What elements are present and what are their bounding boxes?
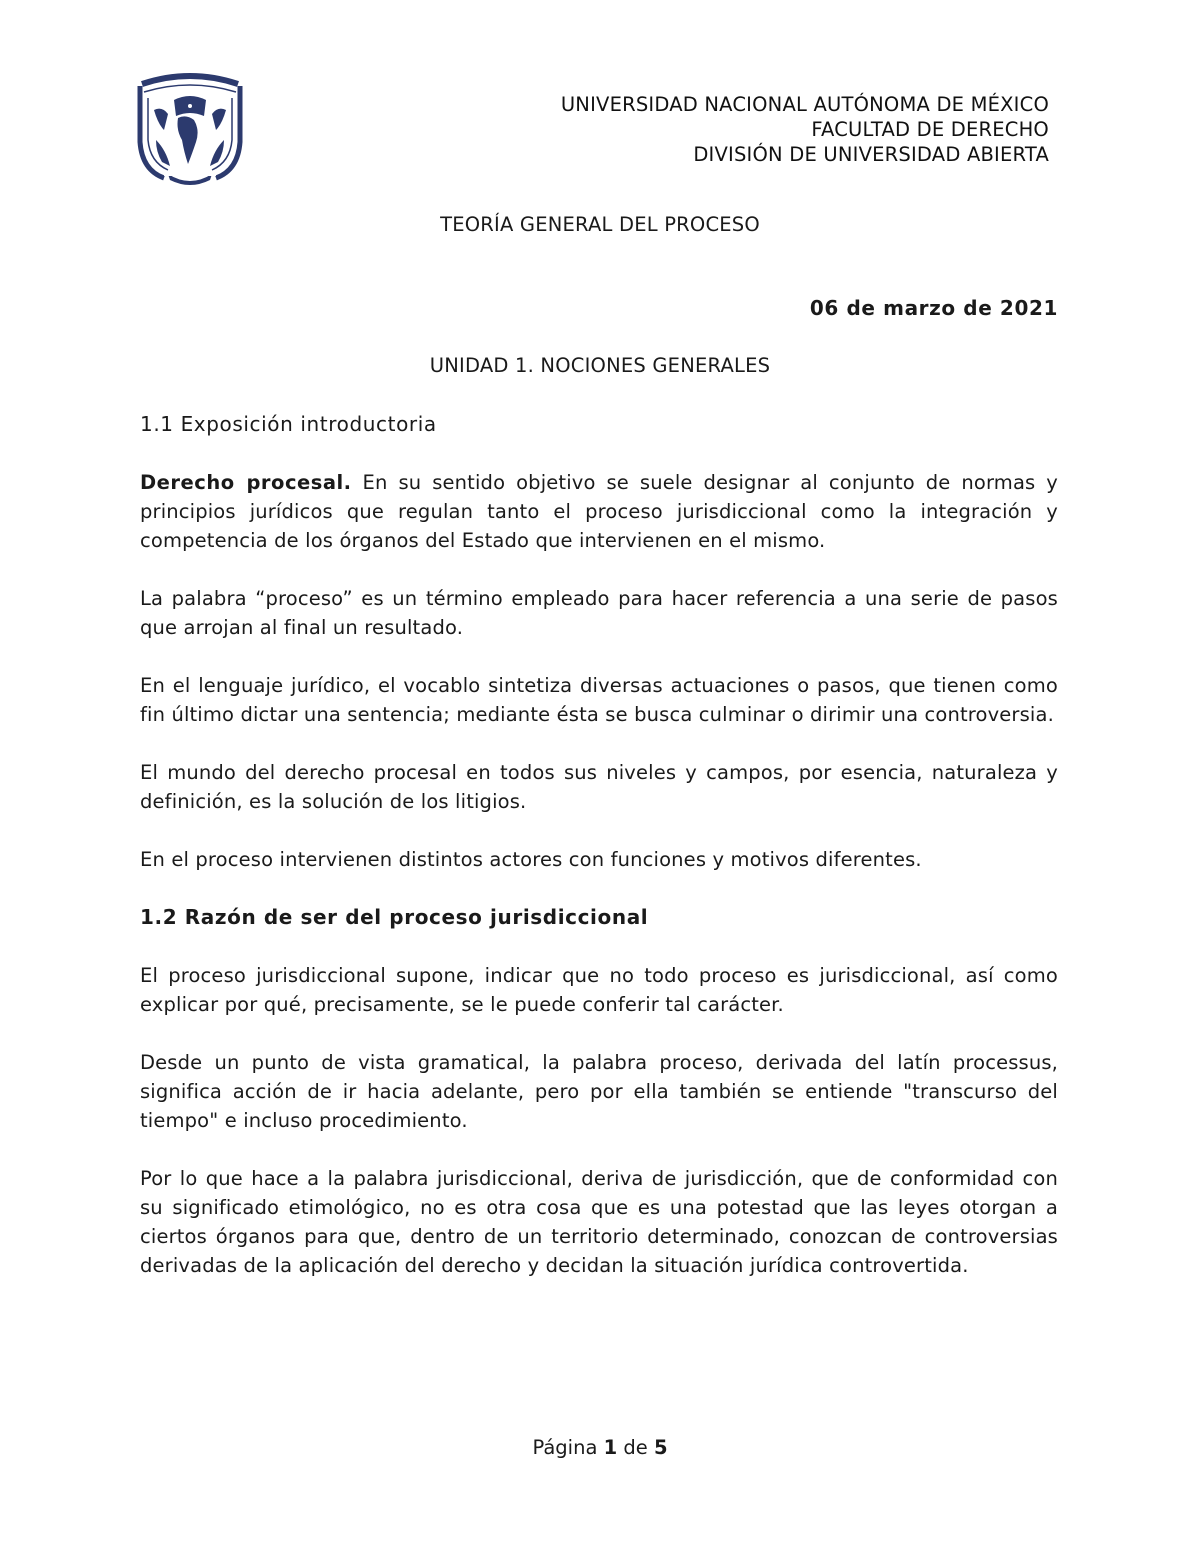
document-date: 06 de marzo de 2021 (809, 296, 1058, 320)
section-heading-1-2: 1.2 Razón de ser del proceso jurisdiccional (140, 905, 649, 929)
defined-term: Derecho procesal. (140, 471, 352, 494)
course-title: TEORÍA GENERAL DEL PROCESO (440, 213, 760, 236)
page-total: 5 (653, 1436, 668, 1459)
page-label: Página (532, 1436, 598, 1459)
term-definition: En su sentido objetivo se suele designar al conjunto de normas y principios jurídicos que regulan tanto el proceso jurisdiccional como la integración y competencia de los órganos del Estado que intervienen en el mismo. (140, 471, 1058, 552)
document-body (140, 410, 1058, 1309)
paragraph: Por lo que hace a la palabra jurisdiccional, deriva de jurisdicción, que de conformidad con su significado etimológico, no es otra cosa que es una potestad que las leyes otorgan a ciertos órganos para que, dentro de un territorio determinado, conozcan de controversias derivadas de la aplicación del derecho y decidan la situación jurídica controvertida. (140, 1167, 1058, 1277)
paragraph (140, 468, 1058, 555)
paragraph: El mundo del derecho procesal en todos sus niveles y campos, por esencia, naturaleza y definición, es la solución de los litigios. (140, 761, 1058, 813)
paragraph: La palabra “proceso” es un término empleado para hacer referencia a una serie de pasos que arrojan al final un resultado. (140, 587, 1058, 639)
page-current: 1 (603, 1436, 618, 1459)
page-footer (0, 1436, 1200, 1459)
division-name: DIVISIÓN DE UNIVERSIDAD ABIERTA (693, 143, 1049, 166)
paragraph: Desde un punto de vista gramatical, la palabra proceso, derivada del latín processus, significa acción de ir hacia adelante, pero por ella también se entiende "transcurso del tiempo" e incluso procedimiento. (140, 1051, 1058, 1132)
institution-header (561, 92, 1049, 167)
paragraph: El proceso jurisdiccional supone, indicar que no todo proceso es jurisdiccional, así como explicar por qué, precisamente, se le puede conferir tal carácter. (140, 964, 1058, 1016)
unam-seal-logo (134, 70, 246, 188)
faculty-name: FACULTAD DE DERECHO (811, 118, 1049, 141)
unit-title: UNIDAD 1. NOCIONES GENERALES (429, 354, 771, 377)
university-name: UNIVERSIDAD NACIONAL AUTÓNOMA DE MÉXICO (560, 93, 1049, 116)
section-heading-1-1: 1.1 Exposición introductoria (140, 412, 437, 436)
paragraph: En el lenguaje jurídico, el vocablo sintetiza diversas actuaciones o pasos, que tienen como fin último dictar una sentencia; mediante ésta se busca culminar o dirimir una controversia. (140, 674, 1058, 726)
paragraph: En el proceso intervienen distintos actores con funciones y motivos diferentes. (140, 848, 922, 871)
of-label: de (623, 1436, 648, 1459)
